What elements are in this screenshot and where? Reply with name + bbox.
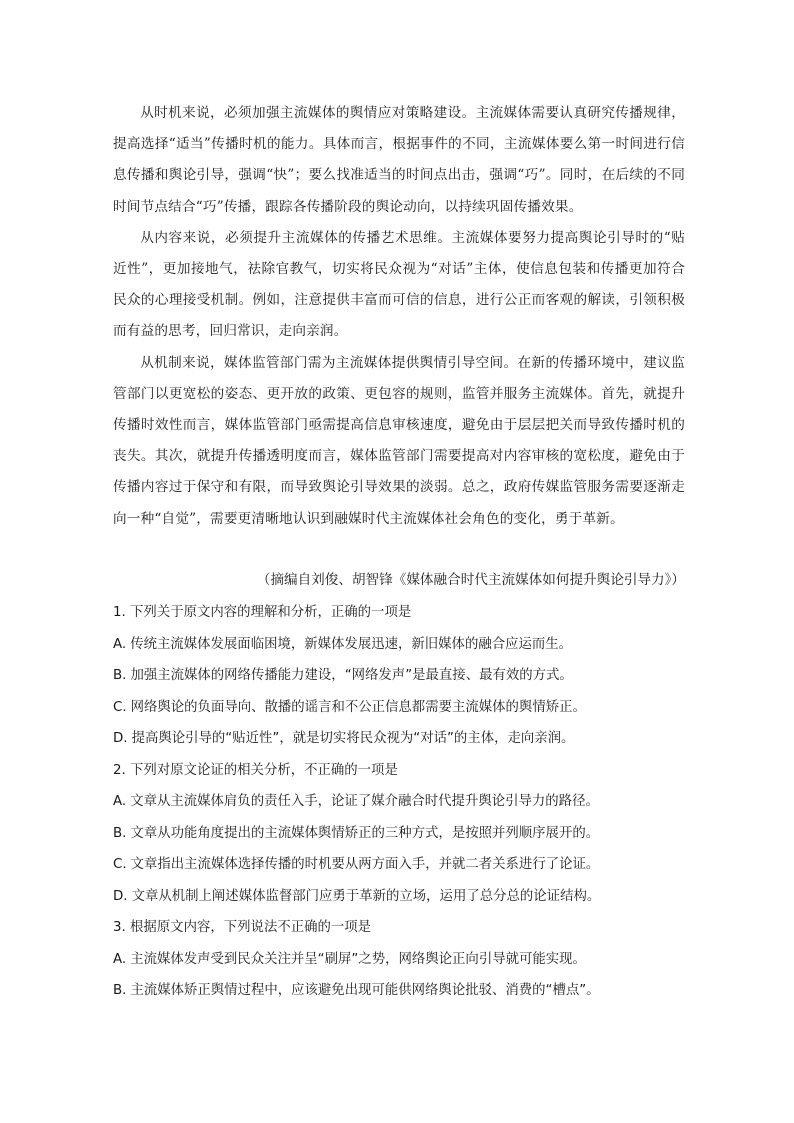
answer-option bbox=[113, 881, 713, 913]
question-stem: 1. 下列关于原文内容的理解和分析，正确的一项是 bbox=[113, 605, 412, 620]
option-letter: D. bbox=[113, 888, 128, 904]
option-text: 主流媒体发声受到民众关注并呈“刷屏”之势，网络舆论正向引导就可能实现。 bbox=[130, 951, 586, 967]
option-text: 文章从机制上阐述媒体监督部门应勇于革新的立场，运用了总分总的论证结构。 bbox=[131, 888, 601, 904]
question-list bbox=[113, 597, 713, 1007]
answer-option bbox=[113, 786, 713, 818]
option-text: 提高舆论引导的“贴近性”，就是切实将民众视为“对话”的主体，走向亲润。 bbox=[131, 731, 575, 746]
option-letter: D. bbox=[113, 731, 128, 746]
answer-option bbox=[113, 660, 713, 692]
passage-paragraph: 从机制来说，媒体监管部门需为主流媒体提供舆情引导空间。在新的传播环境中，建议监管部门以更宽松的姿态、更开放的政策、更包容的规则，监管并服务主流媒体。首先，就提升传播时效性而言，媒体监管部门亟需提高信息审核速度，避免由于层层把关而导致传播时机的丧失。其次，就提升传播透明度而言，媒体监管部门需要提高对内容审核的宽松度，避免由于传播内容过于保守和有限，而导致舆论引导效果的淡弱。总之，政府传媒监管服务需要逐渐走向一种“自觉”，需要更清晰地认识到融媒时代主流媒体社会角色的变化，勇于革新。 bbox=[113, 354, 685, 527]
option-letter: A. bbox=[113, 636, 127, 652]
question-stem: 2. 下列对原文论证的相关分析，不正确的一项是 bbox=[113, 762, 398, 778]
question-stem: 3. 根据原文内容，下列说法不正确的一项是 bbox=[113, 920, 372, 935]
option-text: 文章从主流媒体肩负的责任入手，论证了媒介融合时代提升舆论引导力的路径。 bbox=[130, 794, 599, 809]
passage-source: （摘编自刘俊、胡智锋《媒体融合时代主流媒体如何提升舆论引导力》） bbox=[256, 572, 685, 588]
option-letter: A. bbox=[113, 794, 127, 809]
option-text: 文章从功能角度提出的主流媒体舆情矫正的三种方式，是按照并列顺序展开的。 bbox=[130, 825, 600, 841]
answer-option bbox=[113, 629, 713, 661]
option-text: 主流媒体矫正舆情过程中，应该避免出现可能供网络舆论批驳、消费的“槽点”。 bbox=[130, 983, 600, 998]
option-text: 网络舆论的负面导向、散播的谣言和不公正信息都需要主流媒体的舆情矫正。 bbox=[130, 699, 586, 715]
answer-option bbox=[113, 849, 713, 881]
passage-paragraph: 从时机来说，必须加强主流媒体的舆情应对策略建设。主流媒体需要认真研究传播规律，提高选择“适当”传播时机的能力。具体而言，根据事件的不同，主流媒体要么第一时间进行信息传播和舆论引导，强调“快”；要么找准适当的时间点出击，强调“巧”。同时，在后续的不同时间节点结合“巧”传播，跟踪各传播阶段的舆论动向，以持续巩固传播效果。 bbox=[113, 105, 685, 215]
reading-passage bbox=[113, 98, 685, 535]
answer-option bbox=[113, 692, 713, 724]
option-text: 传统主流媒体发展面临困境，新媒体发展迅速，新旧媒体的融合应运而生。 bbox=[130, 636, 573, 652]
passage-paragraph: 从内容来说，必须提升主流媒体的传播艺术思维。主流媒体要努力提高舆论引导时的“贴近性”，更加接地气，祛除官教气，切实将民众视为“对话”主体，使信息包装和传播更加符合民众的心理接受机制。例如，注意提供丰富而可信的信息，进行公正而客观的解读，引领积极而有益的思考，回归常识，走向亲润。 bbox=[113, 229, 685, 340]
answer-option bbox=[113, 944, 713, 976]
option-letter: B. bbox=[113, 825, 127, 841]
answer-option bbox=[113, 975, 713, 1007]
answer-option bbox=[113, 818, 713, 850]
option-letter: C. bbox=[113, 857, 127, 872]
option-letter: C. bbox=[113, 699, 127, 715]
option-text: 文章指出主流媒体选择传播的时机要从两方面入手，并就二者关系进行了论证。 bbox=[130, 857, 600, 872]
option-letter: B. bbox=[113, 668, 127, 683]
answer-option bbox=[113, 723, 713, 755]
option-text: 加强主流媒体的网络传播能力建设，“网络发声”是最直接、最有效的方式。 bbox=[130, 668, 573, 683]
option-letter: A. bbox=[113, 951, 127, 967]
option-letter: B. bbox=[113, 983, 127, 998]
